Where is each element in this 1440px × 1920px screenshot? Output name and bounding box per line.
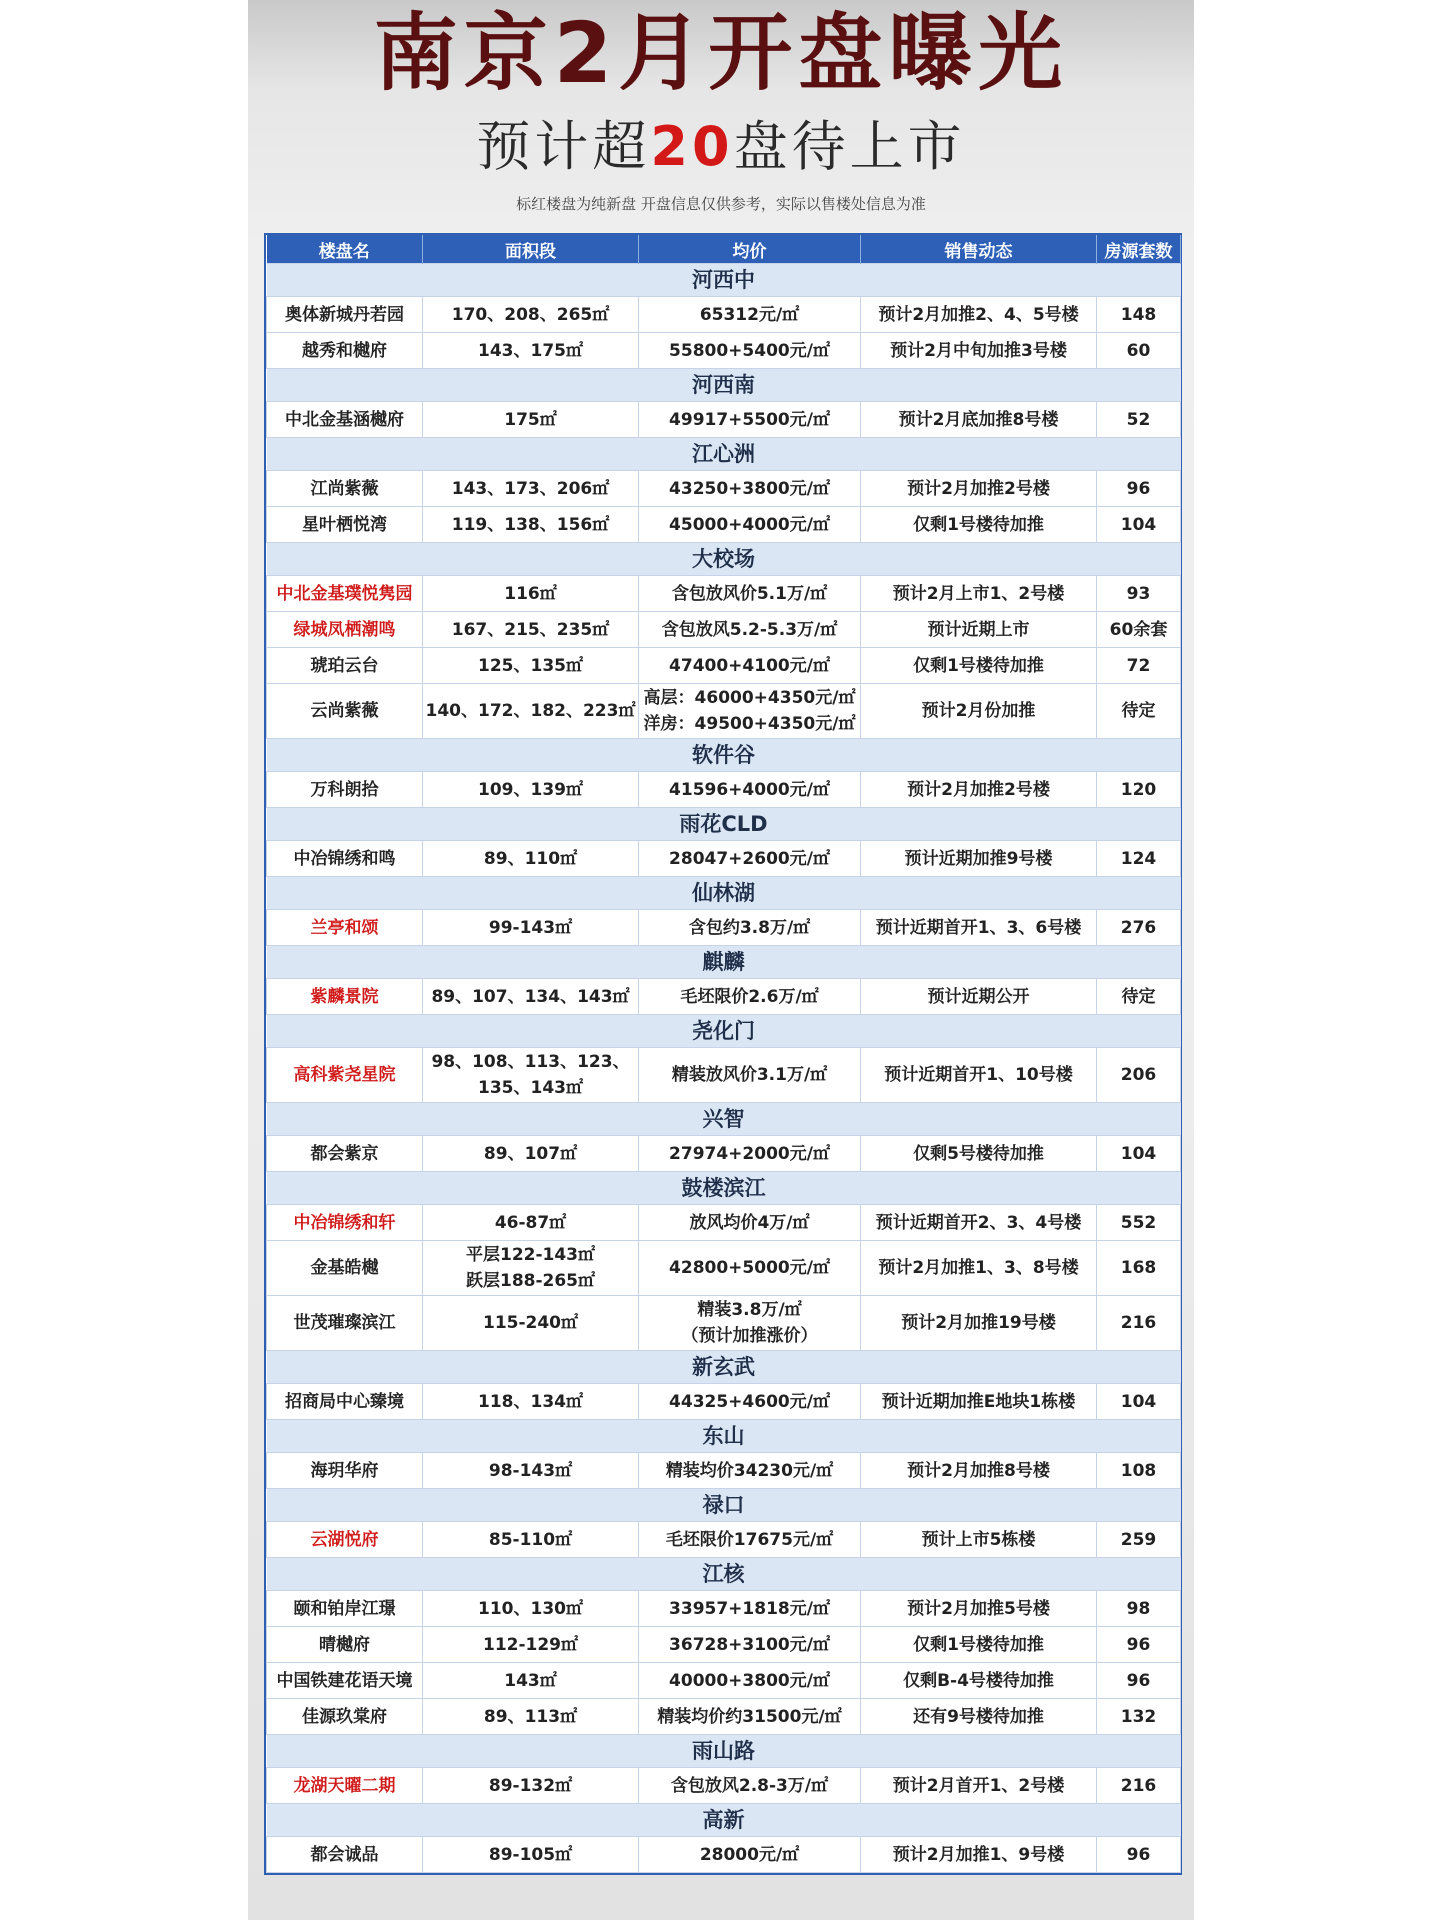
region-label: 兴智 [267,1103,1181,1136]
cell-area: 46-87㎡ [423,1205,639,1241]
region-row [267,1103,1181,1136]
cell-units: 168 [1097,1241,1181,1296]
table-row [267,1296,1181,1351]
cell-price [639,684,861,739]
cell-project-name: 龙湖天曜二期 [267,1768,423,1804]
cell-area: 112-129㎡ [423,1627,639,1663]
header-units: 房源套数 [1097,235,1181,264]
cell-units: 132 [1097,1699,1181,1735]
cell-project-name: 中北金基璞悦隽园 [267,576,423,612]
cell-area: 89-132㎡ [423,1768,639,1804]
cell-area: 89、110㎡ [423,841,639,877]
header-status: 销售动态 [861,235,1097,264]
region-row [267,1351,1181,1384]
cell-status: 预计近期公开 [861,979,1097,1015]
region-row [267,1735,1181,1768]
cell-project-name: 中国铁建花语天境 [267,1663,423,1699]
cell-area: 89、113㎡ [423,1699,639,1735]
cell-project-name: 琥珀云台 [267,648,423,684]
cell-area: 85-110㎡ [423,1522,639,1558]
cell-area: 143、173、206㎡ [423,471,639,507]
table-row [267,576,1181,612]
cell-status: 预计2月首开1、2号楼 [861,1768,1097,1804]
cell-area-line2: 跃层188-265㎡ [465,1271,596,1291]
cell-status: 预计2月加推2号楼 [861,772,1097,808]
region-label: 尧化门 [267,1015,1181,1048]
cell-status: 预计2月上市1、2号楼 [861,576,1097,612]
cell-area: 175㎡ [423,402,639,438]
cell-status: 预计2月中旬加推3号楼 [861,333,1097,369]
cell-units: 148 [1097,297,1181,333]
cell-project-name: 云湖悦府 [267,1522,423,1558]
subtitle-highlight: 20 [650,115,734,178]
cell-price-line2: 洋房：49500+4350元/㎡ [643,714,856,734]
cell-status: 预计2月加推1、3、8号楼 [861,1241,1097,1296]
table-row [267,402,1181,438]
cell-status: 仅剩B-4号楼待加推 [861,1663,1097,1699]
cell-units: 待定 [1097,979,1181,1015]
region-label: 河西南 [267,369,1181,402]
page-title: 南京2月开盘曝光 [373,4,1069,102]
table-row [267,507,1181,543]
cell-area: 140、172、182、223㎡ [423,684,639,739]
table-row [267,772,1181,808]
cell-price: 含包约3.8万/㎡ [639,910,861,946]
region-row [267,1015,1181,1048]
region-label: 鼓楼滨江 [267,1172,1181,1205]
cell-project-name: 高科紫尧星院 [267,1048,423,1103]
cell-area: 109、139㎡ [423,772,639,808]
cell-status: 预计2月底加推8号楼 [861,402,1097,438]
cell-price: 精装放风价3.1万/㎡ [639,1048,861,1103]
table-row [267,1627,1181,1663]
cell-price: 28000元/㎡ [639,1837,861,1873]
cell-units: 276 [1097,910,1181,946]
cell-project-name: 紫麟景院 [267,979,423,1015]
cell-status: 预计近期首开1、10号楼 [861,1048,1097,1103]
disclaimer-note: 标红楼盘为纯新盘 开盘信息仅供参考，实际以售楼处信息为准 [516,195,926,213]
table-row [267,910,1181,946]
table-row [267,1837,1181,1873]
table-row [267,1205,1181,1241]
cell-price: 含包放风价5.1万/㎡ [639,576,861,612]
cell-status: 仅剩1号楼待加推 [861,1627,1097,1663]
table-row [267,297,1181,333]
cell-price-line2: （预计加推涨价） [681,1326,818,1346]
cell-price: 41596+4000元/㎡ [639,772,861,808]
region-row [267,543,1181,576]
cell-status: 预计近期首开1、3、6号楼 [861,910,1097,946]
region-label: 软件谷 [267,739,1181,772]
region-label: 河西中 [267,264,1181,297]
cell-units: 552 [1097,1205,1181,1241]
cell-status: 预计2月加推8号楼 [861,1453,1097,1489]
table-header-row [267,235,1181,264]
cell-units: 108 [1097,1453,1181,1489]
cell-price: 36728+3100元/㎡ [639,1627,861,1663]
cell-area: 170、208、265㎡ [423,297,639,333]
table-row [267,471,1181,507]
cell-units: 124 [1097,841,1181,877]
cell-project-name: 海玥华府 [267,1453,423,1489]
header-area: 面积段 [423,235,639,264]
region-row [267,1558,1181,1591]
cell-area: 115-240㎡ [423,1296,639,1351]
cell-area: 98-143㎡ [423,1453,639,1489]
cell-project-name: 兰亭和颂 [267,910,423,946]
table-row [267,1591,1181,1627]
region-row [267,946,1181,979]
table-row [267,841,1181,877]
cell-units: 96 [1097,1627,1181,1663]
cell-project-name: 奥体新城丹若园 [267,297,423,333]
cell-project-name: 都会紫京 [267,1136,423,1172]
cell-project-name: 云尚紫薇 [267,684,423,739]
cell-status: 预计2月加推19号楼 [861,1296,1097,1351]
cell-units: 206 [1097,1048,1181,1103]
region-row [267,1804,1181,1837]
subtitle-suffix: 盘待上市 [733,115,966,178]
cell-area-line1: 平层122-143㎡ [465,1245,596,1265]
cell-price: 放风均价4万/㎡ [639,1205,861,1241]
cell-status: 还有9号楼待加推 [861,1699,1097,1735]
table-row [267,979,1181,1015]
cell-status: 预计近期上市 [861,612,1097,648]
cell-status: 预计近期加推E地块1栋楼 [861,1384,1097,1420]
region-row [267,1489,1181,1522]
table-row [267,1663,1181,1699]
cell-units: 72 [1097,648,1181,684]
cell-status: 仅剩1号楼待加推 [861,648,1097,684]
cell-project-name: 绿城凤栖潮鸣 [267,612,423,648]
table-row [267,1699,1181,1735]
cell-status: 预计上市5栋楼 [861,1522,1097,1558]
cell-price: 27974+2000元/㎡ [639,1136,861,1172]
table-row [267,333,1181,369]
cell-status: 仅剩1号楼待加推 [861,507,1097,543]
cell-units: 98 [1097,1591,1181,1627]
cell-price: 精装均价34230元/㎡ [639,1453,861,1489]
subtitle-prefix: 预计超 [476,115,651,178]
cell-price-line1: 精装3.8万/㎡ [697,1300,802,1320]
cell-price: 精装均价约31500元/㎡ [639,1699,861,1735]
cell-area: 167、215、235㎡ [423,612,639,648]
cell-price: 33957+1818元/㎡ [639,1591,861,1627]
cell-status: 预计近期加推9号楼 [861,841,1097,877]
cell-units: 104 [1097,507,1181,543]
cell-status: 预计2月加推2、4、5号楼 [861,297,1097,333]
cell-units: 104 [1097,1136,1181,1172]
cell-price: 65312元/㎡ [639,297,861,333]
region-row [267,369,1181,402]
cell-project-name: 中北金基涵樾府 [267,402,423,438]
subtitle [248,112,1194,182]
table-row [267,1384,1181,1420]
cell-project-name: 星叶栖悦湾 [267,507,423,543]
region-label: 高新 [267,1804,1181,1837]
cell-project-name: 中冶锦绣和轩 [267,1205,423,1241]
cell-price: 毛坯限价17675元/㎡ [639,1522,861,1558]
cell-status: 预计近期首开2、3、4号楼 [861,1205,1097,1241]
table-row [267,1241,1181,1296]
region-row [267,1172,1181,1205]
region-label: 麒麟 [267,946,1181,979]
table-row [267,1522,1181,1558]
cell-project-name: 世茂璀璨滨江 [267,1296,423,1351]
region-row [267,877,1181,910]
cell-area: 143㎡ [423,1663,639,1699]
cell-price: 49917+5500元/㎡ [639,402,861,438]
cell-price [639,1296,861,1351]
poster [248,0,1194,1920]
cell-price: 44325+4600元/㎡ [639,1384,861,1420]
cell-units: 120 [1097,772,1181,808]
region-label: 江核 [267,1558,1181,1591]
cell-price: 55800+5400元/㎡ [639,333,861,369]
cell-units: 259 [1097,1522,1181,1558]
table-row [267,684,1181,739]
region-row [267,438,1181,471]
cell-area-line2: 135、143㎡ [478,1078,583,1098]
cell-area [423,1241,639,1296]
cell-project-name: 颐和铂岸江璟 [267,1591,423,1627]
table-row [267,1048,1181,1103]
cell-price: 42800+5000元/㎡ [639,1241,861,1296]
cell-area [423,1048,639,1103]
cell-units: 待定 [1097,684,1181,739]
cell-units: 216 [1097,1768,1181,1804]
cell-price: 含包放风5.2-5.3万/㎡ [639,612,861,648]
region-row [267,808,1181,841]
cell-price: 45000+4000元/㎡ [639,507,861,543]
cell-project-name: 晴樾府 [267,1627,423,1663]
cell-project-name: 中冶锦绣和鸣 [267,841,423,877]
cell-units: 52 [1097,402,1181,438]
region-label: 新玄武 [267,1351,1181,1384]
cell-status: 预计2月加推2号楼 [861,471,1097,507]
cell-area: 119、138、156㎡ [423,507,639,543]
cell-price: 40000+3800元/㎡ [639,1663,861,1699]
cell-status: 预计2月加推1、9号楼 [861,1837,1097,1873]
cell-project-name: 招商局中心臻境 [267,1384,423,1420]
listing-table [264,233,1182,1875]
header-name: 楼盘名 [267,235,423,264]
cell-project-name: 金基皓樾 [267,1241,423,1296]
table-row [267,1768,1181,1804]
region-label: 雨花CLD [267,808,1181,841]
cell-status: 仅剩5号楼待加推 [861,1136,1097,1172]
table-row [267,1453,1181,1489]
cell-units: 216 [1097,1296,1181,1351]
region-row [267,264,1181,297]
cell-area: 110、130㎡ [423,1591,639,1627]
cell-project-name: 万科朗拾 [267,772,423,808]
region-row [267,1420,1181,1453]
cell-status: 预计2月加推5号楼 [861,1591,1097,1627]
region-label: 雨山路 [267,1735,1181,1768]
cell-price: 毛坯限价2.6万/㎡ [639,979,861,1015]
cell-units: 93 [1097,576,1181,612]
cell-status: 预计2月份加推 [861,684,1097,739]
cell-units: 96 [1097,1663,1181,1699]
cell-area: 89、107㎡ [423,1136,639,1172]
cell-project-name: 越秀和樾府 [267,333,423,369]
table-row [267,612,1181,648]
region-row [267,739,1181,772]
table-row [267,1136,1181,1172]
cell-area: 116㎡ [423,576,639,612]
cell-area: 89、107、134、143㎡ [423,979,639,1015]
cell-units: 60 [1097,333,1181,369]
cell-project-name: 都会诚品 [267,1837,423,1873]
cell-area: 143、175㎡ [423,333,639,369]
cell-area: 125、135㎡ [423,648,639,684]
cell-project-name: 佳源玖棠府 [267,1699,423,1735]
cell-price: 含包放风2.8-3万/㎡ [639,1768,861,1804]
cell-area: 118、134㎡ [423,1384,639,1420]
header-price: 均价 [639,235,861,264]
cell-price: 43250+3800元/㎡ [639,471,861,507]
region-label: 东山 [267,1420,1181,1453]
cell-project-name: 江尚紫薇 [267,471,423,507]
cell-price: 28047+2600元/㎡ [639,841,861,877]
region-label: 禄口 [267,1489,1181,1522]
cell-units: 60余套 [1097,612,1181,648]
region-label: 江心洲 [267,438,1181,471]
cell-units: 96 [1097,1837,1181,1873]
cell-units: 96 [1097,471,1181,507]
table-body [267,264,1181,1873]
cell-price-line1: 高层：46000+4350元/㎡ [643,688,856,708]
cell-price: 47400+4100元/㎡ [639,648,861,684]
region-label: 仙林湖 [267,877,1181,910]
cell-units: 104 [1097,1384,1181,1420]
cell-area: 89-105㎡ [423,1837,639,1873]
cell-area: 99-143㎡ [423,910,639,946]
region-label: 大校场 [267,543,1181,576]
cell-area-line1: 98、108、113、123、 [431,1052,630,1072]
table-row [267,648,1181,684]
